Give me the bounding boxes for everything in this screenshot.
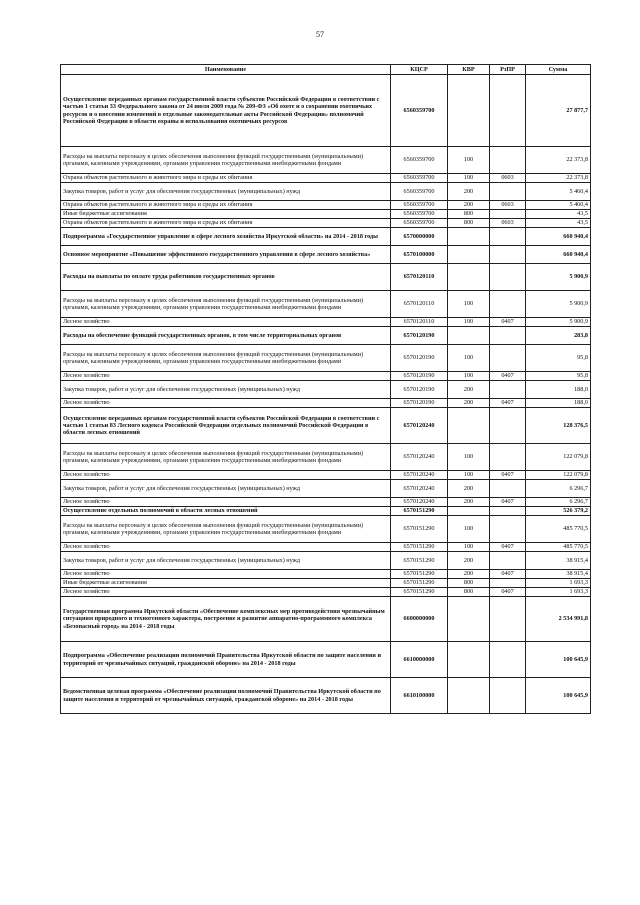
cell-kcsr: 6560359700 (391, 183, 448, 201)
cell-kvr: 200 (448, 183, 490, 201)
cell-name: Лесное хозяйство (61, 570, 391, 579)
cell-kvr: 200 (448, 399, 490, 408)
cell-sum: 122 079,8 (526, 444, 591, 471)
cell-kvr (448, 507, 490, 516)
cell-kcsr: 6570000000 (391, 228, 448, 246)
cell-rzpr (490, 552, 526, 570)
cell-kvr (448, 597, 490, 642)
table-row (61, 147, 591, 174)
table-row (61, 516, 591, 543)
cell-kcsr: 6570120240 (391, 408, 448, 444)
table-header-row (61, 65, 591, 75)
cell-sum: 122 079,8 (526, 471, 591, 480)
cell-kcsr: 6570120240 (391, 471, 448, 480)
table-row (61, 372, 591, 381)
table-row (61, 291, 591, 318)
cell-rzpr (490, 579, 526, 588)
cell-sum: 6 296,7 (526, 480, 591, 498)
cell-sum: 485 770,5 (526, 516, 591, 543)
cell-kvr: 200 (448, 480, 490, 498)
cell-kvr (448, 264, 490, 291)
header-rzpr: РзПР (490, 65, 526, 75)
cell-sum: 2 534 991,8 (526, 597, 591, 642)
cell-kvr (448, 678, 490, 714)
cell-kcsr: 6570100000 (391, 246, 448, 264)
cell-name: Основное мероприятие «Повышение эффективного государственного управления в сфере лесного хозяйства» (61, 246, 391, 264)
cell-name: Расходы на выплаты персоналу в целях обеспечения выполнения функций государственными (муниципальными) органами, казенными учреждениями, органами управления государственными внебюджетными фондами (61, 345, 391, 372)
cell-kvr: 100 (448, 444, 490, 471)
cell-kvr (448, 642, 490, 678)
cell-sum: 5 900,9 (526, 318, 591, 327)
cell-kcsr: 6570151290 (391, 579, 448, 588)
table-row (61, 579, 591, 588)
cell-kvr: 200 (448, 381, 490, 399)
cell-kvr: 800 (448, 588, 490, 597)
cell-sum: 38 915,4 (526, 552, 591, 570)
cell-kvr (448, 327, 490, 345)
cell-sum: 95,8 (526, 345, 591, 372)
cell-name: Расходы на выплаты персоналу в целях обеспечения выполнения функций государственными (муниципальными) органами, казенными учреждениями, органами управления государственными внебюджетными фондами (61, 444, 391, 471)
cell-rzpr (490, 642, 526, 678)
table-row (61, 588, 591, 597)
cell-kcsr: 6610100000 (391, 678, 448, 714)
cell-rzpr (490, 210, 526, 219)
cell-kvr: 100 (448, 372, 490, 381)
cell-kcsr: 6570120190 (391, 345, 448, 372)
cell-kvr (448, 75, 490, 147)
cell-kvr: 200 (448, 552, 490, 570)
table-row (61, 381, 591, 399)
cell-kcsr: 6570120190 (391, 327, 448, 345)
table-row (61, 507, 591, 516)
cell-kcsr: 6560359700 (391, 219, 448, 228)
cell-kvr (448, 228, 490, 246)
cell-kcsr: 6570120110 (391, 264, 448, 291)
cell-sum: 188,0 (526, 381, 591, 399)
cell-name: Закупка товаров, работ и услуг для обеспечения государственных (муниципальных) нужд (61, 381, 391, 399)
cell-name: Закупка товаров, работ и услуг для обеспечения государственных (муниципальных) нужд (61, 480, 391, 498)
cell-kvr: 100 (448, 471, 490, 480)
cell-kvr (448, 408, 490, 444)
header-name: Наименование (61, 65, 391, 75)
cell-rzpr: 0603 (490, 219, 526, 228)
cell-kvr: 100 (448, 345, 490, 372)
cell-name: Осуществление переданных органам государственной власти субъектов Российской Федерации в соответствии с частью 1 статьи 83 Лесного кодекса Российской Федерации отдельных полномочий Российской Федерации в области лесных отношений (61, 408, 391, 444)
cell-rzpr: 0603 (490, 174, 526, 183)
cell-rzpr (490, 381, 526, 399)
cell-kcsr: 6570151290 (391, 543, 448, 552)
cell-kcsr: 6570120110 (391, 291, 448, 318)
cell-rzpr (490, 246, 526, 264)
table-row (61, 597, 591, 642)
cell-kcsr: 6570151290 (391, 552, 448, 570)
cell-sum: 283,8 (526, 327, 591, 345)
table-row (61, 219, 591, 228)
table-row (61, 399, 591, 408)
cell-rzpr (490, 345, 526, 372)
table-row (61, 228, 591, 246)
cell-sum: 43,5 (526, 210, 591, 219)
cell-kcsr: 6570151290 (391, 516, 448, 543)
cell-name: Лесное хозяйство (61, 588, 391, 597)
table-row (61, 570, 591, 579)
cell-kvr: 200 (448, 570, 490, 579)
table-row (61, 642, 591, 678)
cell-sum: 6 296,7 (526, 498, 591, 507)
table-row (61, 183, 591, 201)
cell-kcsr: 6570120240 (391, 444, 448, 471)
cell-kvr: 100 (448, 291, 490, 318)
cell-sum: 1 693,3 (526, 579, 591, 588)
cell-name: Лесное хозяйство (61, 318, 391, 327)
cell-rzpr: 0407 (490, 372, 526, 381)
cell-rzpr: 0407 (490, 471, 526, 480)
cell-name: Закупка товаров, работ и услуг для обеспечения государственных (муниципальных) нужд (61, 183, 391, 201)
cell-kcsr: 6570120190 (391, 381, 448, 399)
cell-rzpr (490, 480, 526, 498)
cell-sum: 5 900,9 (526, 291, 591, 318)
cell-rzpr (490, 597, 526, 642)
cell-rzpr (490, 183, 526, 201)
cell-rzpr: 0407 (490, 318, 526, 327)
cell-name: Расходы на выплаты персоналу в целях обеспечения выполнения функций государственными (муниципальными) органами, казенными учреждениями, органами управления государственными внебюджетными фондами (61, 516, 391, 543)
cell-kcsr: 6560359700 (391, 75, 448, 147)
cell-kvr: 800 (448, 210, 490, 219)
cell-kcsr: 6570120190 (391, 372, 448, 381)
cell-kvr (448, 246, 490, 264)
cell-name: Расходы на выплаты персоналу в целях обеспечения выполнения функций государственными (муниципальными) органами, казенными учреждениями, органами управления государственными внебюджетными фондами (61, 291, 391, 318)
cell-kcsr: 6570120110 (391, 318, 448, 327)
cell-name: Осуществление переданных органам государственной власти субъектов Российской Федерации в соответствии с частью 1 статьи 33 Федерального закона от 24 июля 2009 года № 209-ФЗ «Об охоте и о сохранении охотничьих ресурсов и о внесении изменений в отдельные законодательные акты Российской Федерации» полномочий Российской Федерации в области охраны и использования охотничьих ресурсов (61, 75, 391, 147)
table-row (61, 327, 591, 345)
cell-rzpr: 0407 (490, 498, 526, 507)
cell-name: Лесное хозяйство (61, 471, 391, 480)
cell-rzpr: 0407 (490, 399, 526, 408)
cell-name: Лесное хозяйство (61, 498, 391, 507)
cell-rzpr: 0407 (490, 543, 526, 552)
table-row (61, 471, 591, 480)
cell-rzpr: 0407 (490, 588, 526, 597)
cell-name: Иные бюджетные ассигнования (61, 210, 391, 219)
cell-rzpr (490, 75, 526, 147)
cell-kvr: 100 (448, 516, 490, 543)
cell-sum: 5 900,9 (526, 264, 591, 291)
cell-sum: 5 460,4 (526, 183, 591, 201)
cell-rzpr (490, 507, 526, 516)
cell-rzpr (490, 264, 526, 291)
page-number: 57 (316, 30, 324, 39)
cell-name: Охрана объектов растительного и животного мира и среды их обитания (61, 219, 391, 228)
cell-kcsr: 6560359700 (391, 174, 448, 183)
table-row (61, 408, 591, 444)
header-kvr: КВР (448, 65, 490, 75)
cell-kcsr: 6560359700 (391, 147, 448, 174)
cell-rzpr (490, 147, 526, 174)
cell-kcsr: 6570120240 (391, 480, 448, 498)
cell-sum: 100 645,9 (526, 642, 591, 678)
cell-kcsr: 6570151290 (391, 588, 448, 597)
cell-name: Расходы на обеспечение функций государственных органов, в том числе территориальных органов (61, 327, 391, 345)
cell-sum: 5 460,4 (526, 201, 591, 210)
cell-rzpr (490, 444, 526, 471)
cell-kcsr: 6570120240 (391, 498, 448, 507)
cell-sum: 1 693,3 (526, 588, 591, 597)
table-row (61, 498, 591, 507)
cell-kcsr: 6610000000 (391, 642, 448, 678)
cell-rzpr: 0407 (490, 570, 526, 579)
cell-kvr: 200 (448, 201, 490, 210)
cell-kvr: 100 (448, 318, 490, 327)
table-row (61, 201, 591, 210)
cell-kvr: 100 (448, 174, 490, 183)
table-row (61, 543, 591, 552)
cell-name: Лесное хозяйство (61, 543, 391, 552)
cell-kcsr: 6570151290 (391, 507, 448, 516)
cell-name: Закупка товаров, работ и услуг для обеспечения государственных (муниципальных) нужд (61, 552, 391, 570)
cell-kcsr: 6600000000 (391, 597, 448, 642)
cell-sum: 100 645,9 (526, 678, 591, 714)
cell-sum: 660 940,4 (526, 228, 591, 246)
cell-name: Подпрограмма «Государственное управление в сфере лесного хозяйства Иркутской области» на 2014 - 2018 годы (61, 228, 391, 246)
budget-table (60, 64, 591, 714)
table-row (61, 444, 591, 471)
cell-sum: 38 915,4 (526, 570, 591, 579)
cell-rzpr: 0603 (490, 201, 526, 210)
cell-rzpr (490, 678, 526, 714)
cell-kcsr: 6570151290 (391, 570, 448, 579)
table-row (61, 174, 591, 183)
cell-sum: 95,8 (526, 372, 591, 381)
cell-name: Расходы на выплаты по оплате труда работников государственных органов (61, 264, 391, 291)
cell-kcsr: 6570120190 (391, 399, 448, 408)
cell-name: Государственная программа Иркутской области «Обеспечение комплексных мер противодействия чрезвычайным ситуациям природного и техногенного характера, построение и развитие аппаратно-программного комплекса «Безопасный город» на 2014 - 2018 годы (61, 597, 391, 642)
cell-name: Охрана объектов растительного и животного мира и среды их обитания (61, 201, 391, 210)
table-row (61, 345, 591, 372)
header-sum: Сумма (526, 65, 591, 75)
table-row (61, 264, 591, 291)
cell-kvr: 100 (448, 543, 490, 552)
cell-sum: 128 376,5 (526, 408, 591, 444)
cell-sum: 22 373,8 (526, 147, 591, 174)
cell-sum: 43,5 (526, 219, 591, 228)
cell-name: Иные бюджетные ассигнования (61, 579, 391, 588)
cell-kcsr: 6560359700 (391, 201, 448, 210)
table-row (61, 246, 591, 264)
table-row (61, 318, 591, 327)
cell-sum: 526 379,2 (526, 507, 591, 516)
cell-kvr: 200 (448, 498, 490, 507)
cell-kvr: 800 (448, 579, 490, 588)
cell-rzpr (490, 228, 526, 246)
cell-kcsr: 6560359700 (391, 210, 448, 219)
table-row (61, 75, 591, 147)
cell-name: Подпрограмма «Обеспечение реализации полномочий Правительства Иркутской области по защите населения и территорий от чрезвычайных ситуаций, гражданской обороне» на 2014 - 2018 годы (61, 642, 391, 678)
cell-kvr: 100 (448, 147, 490, 174)
table-row (61, 552, 591, 570)
table-row (61, 480, 591, 498)
cell-name: Осуществление отдельных полномочий в области лесных отношений (61, 507, 391, 516)
table-row (61, 210, 591, 219)
cell-sum: 188,0 (526, 399, 591, 408)
table-row (61, 678, 591, 714)
cell-sum: 22 373,8 (526, 174, 591, 183)
header-kcsr: КЦСР (391, 65, 448, 75)
cell-sum: 660 940,4 (526, 246, 591, 264)
cell-rzpr (490, 327, 526, 345)
cell-name: Ведомственная целевая программа «Обеспечение реализации полномочий Правительства Иркутской области по защите населения и территорий от чрезвычайных ситуаций, гражданской обороне» на 2014 - 2018 годы (61, 678, 391, 714)
cell-rzpr (490, 408, 526, 444)
cell-name: Лесное хозяйство (61, 372, 391, 381)
cell-sum: 485 770,5 (526, 543, 591, 552)
cell-sum: 27 877,7 (526, 75, 591, 147)
cell-name: Расходы на выплаты персоналу в целях обеспечения выполнения функций государственными (муниципальными) органами, казенными учреждениями, органами управления государственными внебюджетными фондами (61, 147, 391, 174)
cell-kvr: 800 (448, 219, 490, 228)
cell-rzpr (490, 291, 526, 318)
cell-rzpr (490, 516, 526, 543)
cell-name: Охрана объектов растительного и животного мира и среды их обитания (61, 174, 391, 183)
cell-name: Лесное хозяйство (61, 399, 391, 408)
